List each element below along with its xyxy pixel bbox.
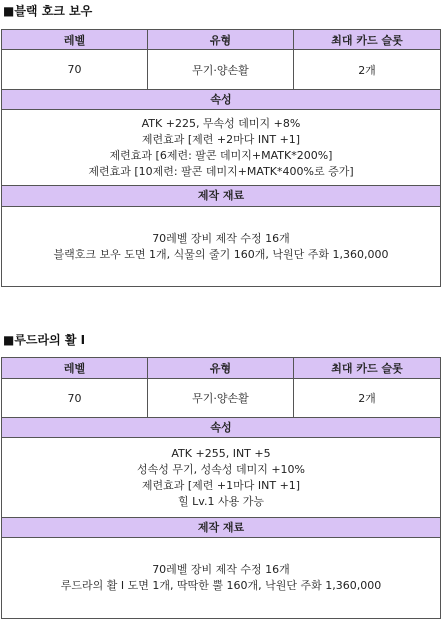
level-value: 70 [2,50,148,89]
type-header: 유형 [148,358,294,378]
material-row [2,538,440,618]
level-value: 70 [2,379,148,417]
attribute-line: 제련효과 [6제련: 팔콘 데미지+MATK*200%] [109,148,333,162]
slots-value: 2개 [358,63,376,77]
material-header-row [2,186,440,207]
material-row [2,207,440,286]
attribute-line: 제련효과 [제련 +1마다 INT +1] [141,478,301,492]
slots-header: 최대 카드 슬롯 [294,358,440,378]
material-line: 블랙호크 보우 도면 1개, 식물의 줄기 160개, 낙원단 주화 1,360,000 [53,247,389,261]
attribute-line: 성속성 무기, 성속성 데미지 +10% [136,462,306,476]
slots-value: 2개 [358,392,376,405]
value-row [2,50,440,90]
level-header: 레벨 [2,358,148,378]
attribute-line: 제련효과 [제련 +2마다 INT +1] [141,132,301,146]
item-table [1,357,441,619]
material-line: 70레벨 장비 제작 수정 16개 [152,563,290,576]
material-header-row [2,518,440,538]
attr-row [2,438,440,518]
materials-text [2,207,440,286]
item-table [1,29,441,287]
item-title: ■블랙 호크 보우 [3,4,93,18]
slots-header: 최대 카드 슬롯 [294,30,440,49]
attribute-line: 힐 Lv.1 사용 가능 [178,494,264,508]
attribute-line: 제련효과 [10제련: 팔콘 데미지+MATK*400%로 증가] [88,164,354,178]
item-title: ■루드라의 활 I [3,333,86,347]
materials-text [2,538,440,618]
attr-header-row [2,90,440,110]
attribute-line: ATK +255, INT +5 [171,446,271,460]
materials-header: 제작 재료 [2,518,440,537]
materials-header: 제작 재료 [2,186,440,206]
attribute-line: ATK +225, 무속성 데미지 +8% [141,116,301,130]
attr-header-row [2,418,440,438]
value-row [2,379,440,418]
level-header: 레벨 [2,30,148,49]
type-header: 유형 [148,30,294,49]
attributes-header: 속성 [2,90,440,109]
attr-row [2,110,440,186]
type-value: 무기·양손활 [148,50,294,89]
attributes-text [2,110,440,185]
attributes-header: 속성 [2,418,440,437]
header-row [2,358,440,379]
header-row [2,30,440,50]
attributes-text [2,438,440,517]
type-value: 무기·양손활 [148,379,294,417]
material-line: 루드라의 활 I 도면 1개, 딱딱한 뿔 160개, 낙원단 주화 1,360,000 [60,579,382,592]
material-line: 70레벨 장비 제작 수정 16개 [152,231,290,245]
